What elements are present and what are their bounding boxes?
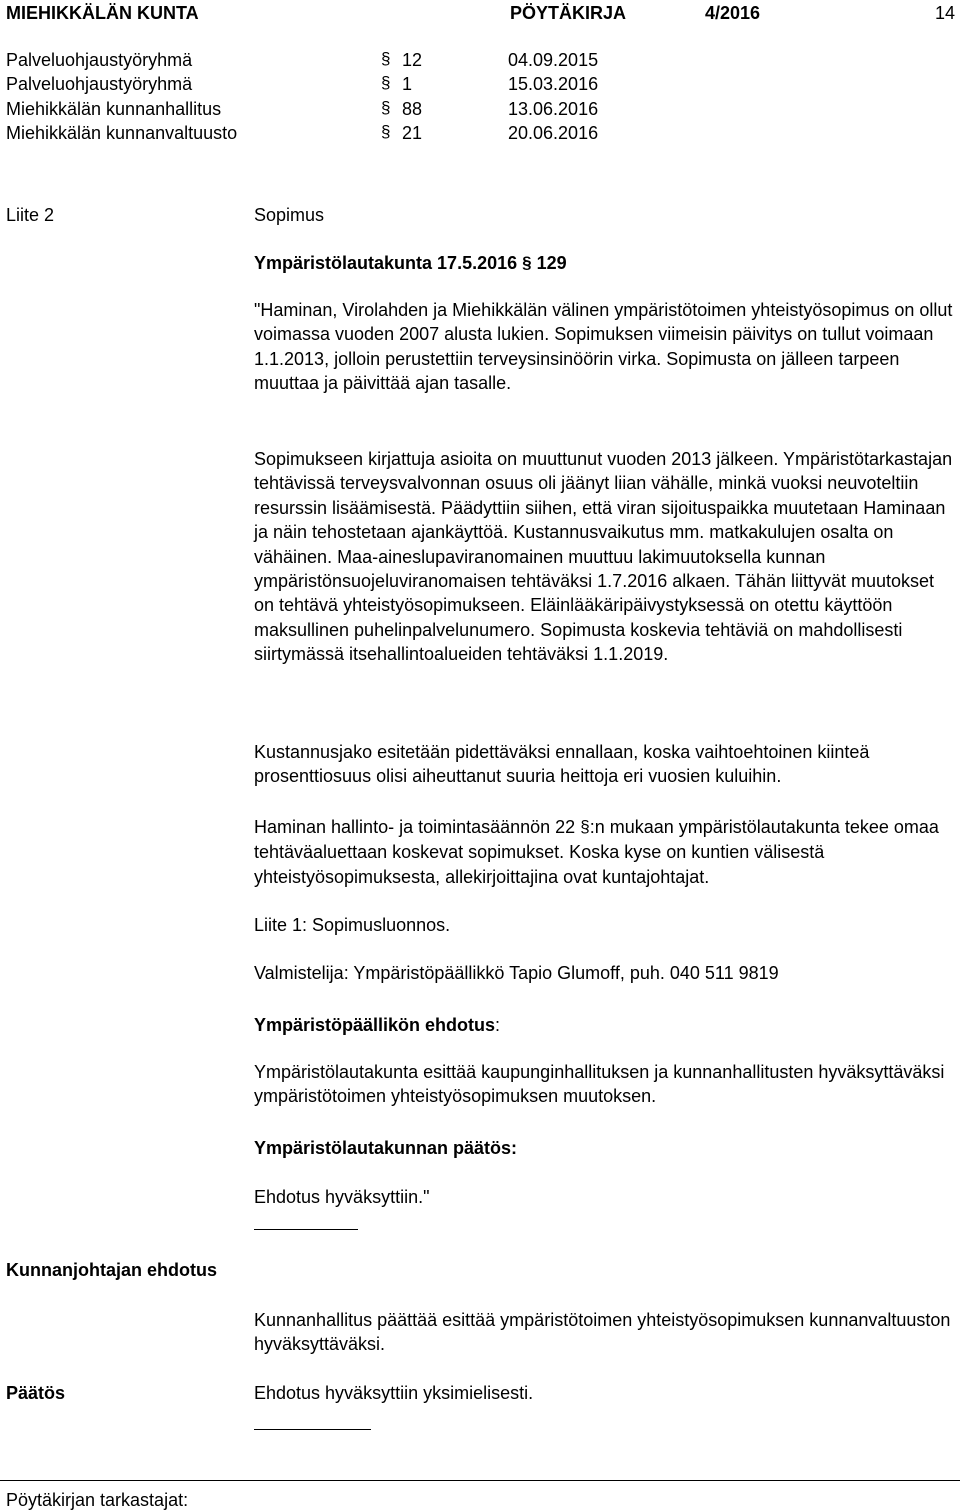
paragraph-text <box>254 815 958 889</box>
mayor-proposal-text <box>254 1308 958 1357</box>
attachment-title: Sopimus <box>254 205 325 225</box>
municipality-name: MIEHIKKÄLÄN KUNTA <box>6 3 199 23</box>
prior-heading-text: Ympäristölautakunta 17.5.2016 <box>254 253 518 273</box>
footer-inspectors-label: Pöytäkirjan tarkastajat: <box>6 1490 189 1510</box>
paragraph-text-part: Haminan hallinto- ja toimintasäännön 22 <box>254 817 576 837</box>
history-number: 21 <box>402 123 423 143</box>
section-icon: § <box>381 49 391 68</box>
final-decision-label: Päätös <box>6 1383 66 1403</box>
prior-heading-number: 129 <box>536 253 567 273</box>
proposal-text <box>254 1060 958 1109</box>
history-body: Palveluohjaustyöryhmä <box>6 74 193 94</box>
paragraph-changes <box>254 447 958 667</box>
paragraph-text-part: :n mukaan ympäristölautakunta tekee omaa tehtäväaluettaan koskevat sopimukset. Koska kyse on kuntien välisestä yhteistyösopimuksesta, allekirjoittajina ovat kuntajohtajat. <box>254 817 939 887</box>
history-date: 13.06.2016 <box>508 99 599 119</box>
section-icon: § <box>580 817 590 836</box>
history-date: 04.09.2015 <box>508 50 599 70</box>
paragraph-text: "Haminan, Virolahden ja Miehikkälän välinen ympäristötoimen yhteistyösopimus on ollut voimassa vuoden 2007 alusta lukien. Sopimuksen viimeisin päivitys on tullut voimaan 1.1.2013, jolloin perustettiin terveysinsinöörin virka. Sopimusta on jälleen tarpeen muuttaa ja päivittää ajan tasalle. <box>254 300 953 394</box>
page-number: 14 <box>935 3 956 23</box>
history-body: Palveluohjaustyöryhmä <box>6 50 193 70</box>
history-body: Miehikkälän kunnanhallitus <box>6 99 222 119</box>
prior-decision-heading <box>254 251 567 276</box>
section-icon: § <box>381 73 391 92</box>
paragraph-cost-sharing <box>254 740 958 789</box>
paragraph-text: Kustannusjako esitetään pidettäväksi ennallaan, koska vaihtoehtoinen kiinteä prosenttiosuus olisi aiheuttanut suuria heittoja eri vuosien kuluihin. <box>254 742 870 787</box>
paragraph-text: Ympäristölautakunta esittää kaupunginhallituksen ja kunnanhallitusten hyväksyttäväksi ympäristötoimen yhteistyösopimuksen muutoksen. <box>254 1062 945 1107</box>
footer-rule <box>0 1480 960 1481</box>
history-body: Miehikkälän kunnanvaltuusto <box>6 123 238 143</box>
committee-decision-text: Ehdotus hyväksyttiin." <box>254 1187 430 1207</box>
mayor-proposal-label: Kunnanjohtajan ehdotus <box>6 1260 217 1280</box>
proposal-heading-text: Ympäristöpäällikön ehdotus <box>254 1015 496 1035</box>
preparer-line: Valmistelija: Ympäristöpäällikkö Tapio Glumoff, puh. 040 511 9819 <box>254 963 779 983</box>
history-number: 88 <box>402 99 423 119</box>
proposal-heading-colon: : <box>495 1015 501 1035</box>
history-number: 12 <box>402 50 423 70</box>
section-icon: § <box>381 98 391 117</box>
final-decision-text: Ehdotus hyväksyttiin yksimielisesti. <box>254 1383 534 1403</box>
paragraph-text: Sopimukseen kirjattuja asioita on muuttunut vuoden 2013 jälkeen. Ympäristötarkastajan tehtävissä terveysvalvonnan osuus oli jäänyt liian vähälle, minkä vuoksi neuvoteltiin resurssin lisäämisestä. Päädyttiin siihen, että viran sijoituspaikka muutetaan Haminaan ja näin tehostetaan ajankäyttöä. Kustannusvaikutus mm. matkakulujen osalta on vähäinen. Maa-aineslupaviranomainen muuttuu lakimuutoksella kunnan ympäristönsuojeluviranomaisen tehtäväksi 1.7.2016 alkaen. Tähän liittyvät muutokset on tehtävä yhteistyösopimukseen. Eläinlääkäripäivystyksessä on otettu käyttöön maksullinen puhelinpalvelunumero. Sopimusta koskevia tehtäviä on mahdollisesti siirtymässä itsehallintoalueiden tehtäväksi 1.1.2019. <box>254 449 953 665</box>
proposal-heading <box>254 1013 500 1037</box>
paragraph-authority <box>254 815 958 889</box>
paragraph-background <box>254 298 958 396</box>
paragraph-text: Kunnanhallitus päättää esittää ympäristötoimen yhteistyösopimuksen kunnanvaltuuston hyväksyttäväksi. <box>254 1310 951 1355</box>
history-date: 20.06.2016 <box>508 123 599 143</box>
section-icon: § <box>381 122 391 141</box>
history-number: 1 <box>402 74 413 94</box>
committee-decision-heading: Ympäristölautakunnan päätös: <box>254 1138 518 1158</box>
document-type: PÖYTÄKIRJA <box>510 3 627 23</box>
separator-line <box>254 1429 371 1430</box>
section-icon: § <box>522 253 532 272</box>
issue-number: 4/2016 <box>705 3 761 23</box>
attachment-reference: Liite 1: Sopimusluonnos. <box>254 915 451 935</box>
attachment-label: Liite 2 <box>6 205 55 225</box>
history-date: 15.03.2016 <box>508 74 599 94</box>
separator-line <box>254 1229 358 1230</box>
